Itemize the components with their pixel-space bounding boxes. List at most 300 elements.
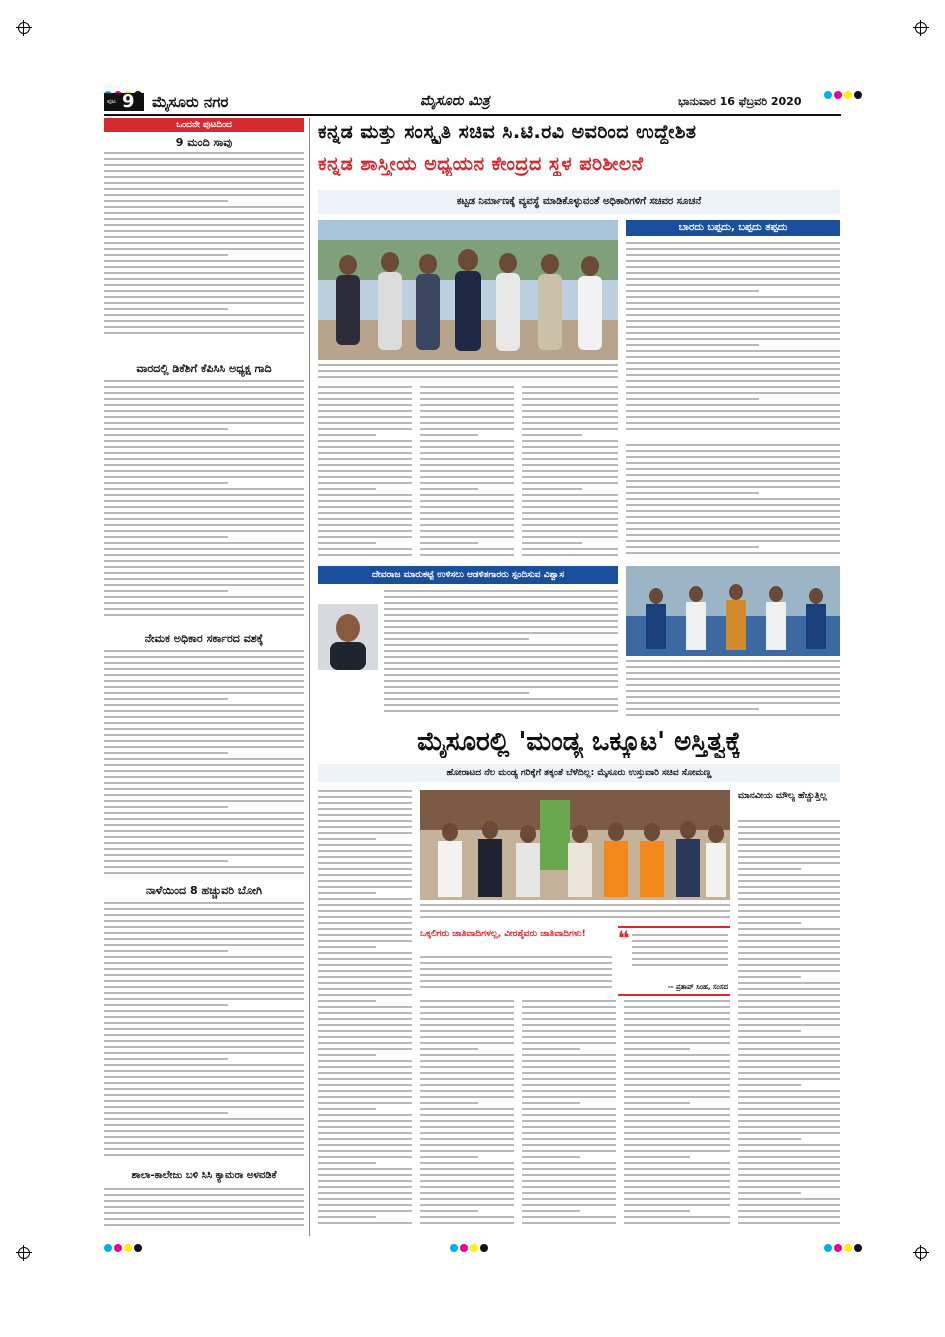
second-side-body	[738, 820, 840, 1232]
text-line	[104, 680, 304, 682]
text-line	[104, 614, 304, 616]
text-line	[318, 1030, 412, 1032]
text-line	[626, 714, 840, 716]
text-line	[104, 1022, 304, 1024]
text-line	[318, 958, 412, 960]
text-line	[626, 696, 840, 698]
text-line	[420, 518, 514, 520]
text-line	[522, 1036, 616, 1038]
text-line	[104, 818, 304, 820]
color-dot	[854, 91, 862, 99]
text-line	[738, 994, 840, 996]
text-line	[626, 260, 840, 262]
text-line	[738, 874, 840, 876]
text-line	[104, 722, 304, 724]
text-line	[626, 510, 840, 512]
text-line	[318, 808, 412, 810]
text-line	[318, 1072, 412, 1074]
text-line	[318, 832, 412, 834]
second-photo-caption	[420, 904, 730, 922]
lead-headline-1: ಕನ್ನಡ ಮತ್ತು ಸಂಸ್ಕೃತಿ ಸಚಿವ ಸಿ.ಟಿ.ರವಿ ಅವರಿಂದ ಉದ್ದೇಶಿತ	[318, 121, 697, 143]
text-line	[318, 1012, 412, 1014]
text-line	[522, 1120, 616, 1122]
text-line	[104, 986, 304, 988]
text-line	[624, 1012, 730, 1014]
text-line	[420, 398, 514, 400]
text-line	[104, 926, 304, 928]
text-line	[318, 1108, 376, 1110]
text-line	[624, 1210, 690, 1212]
text-line	[318, 524, 412, 526]
text-line	[738, 1216, 840, 1218]
text-line	[626, 254, 840, 256]
text-line	[104, 380, 304, 382]
text-line	[104, 272, 304, 274]
text-line	[420, 1012, 514, 1014]
text-line	[318, 470, 412, 472]
text-line	[420, 434, 478, 436]
text-line	[318, 982, 412, 984]
text-line	[420, 1132, 514, 1134]
text-line	[104, 476, 304, 478]
middle-story-title-text: ದೇವರಾಜ ಮಾರುಕಟ್ಟೆ ಉಳಿಸಲು ಆಡಳಿತಗಾರರು ಸ್ಪಂದಿಸುವ ವಿಶ್ವಾಸ	[372, 570, 564, 580]
text-line	[318, 1096, 412, 1098]
text-line	[738, 856, 840, 858]
text-line	[318, 398, 412, 400]
text-line	[420, 1210, 478, 1212]
text-line	[626, 242, 840, 244]
text-line	[738, 928, 840, 930]
text-line	[626, 474, 840, 476]
text-line	[624, 1042, 730, 1044]
text-line	[104, 194, 304, 196]
text-line	[420, 1192, 514, 1194]
text-line	[420, 1144, 514, 1146]
text-line	[104, 320, 304, 322]
text-line	[420, 440, 514, 442]
text-line	[318, 1210, 412, 1212]
text-line	[420, 986, 612, 988]
text-line	[522, 1060, 616, 1062]
text-line	[104, 806, 228, 808]
text-line	[420, 1006, 514, 1008]
text-line	[626, 540, 840, 542]
text-line	[420, 506, 514, 508]
text-line	[318, 1186, 412, 1188]
text-line	[420, 1030, 514, 1032]
text-line	[104, 506, 304, 508]
text-line	[104, 1188, 304, 1190]
text-line	[104, 452, 304, 454]
text-line	[632, 964, 728, 966]
text-line	[522, 1054, 616, 1056]
text-line	[738, 922, 801, 924]
text-line	[318, 1084, 412, 1086]
second-headline: ಮೈಸೂರಲ್ಲಿ 'ಮಂಡ್ಯ ಒಕ್ಕೂಟ' ಅಸ್ತಿತ್ವಕ್ಕೆ	[417, 727, 741, 757]
text-line	[318, 482, 412, 484]
text-line	[104, 254, 228, 256]
text-line	[104, 218, 304, 220]
text-line	[318, 1078, 412, 1080]
text-line	[318, 1216, 376, 1218]
text-line	[626, 468, 840, 470]
text-line	[522, 1096, 616, 1098]
text-line	[738, 1120, 840, 1122]
text-line	[384, 602, 618, 604]
text-line	[318, 434, 376, 436]
text-line	[104, 518, 304, 520]
text-line	[626, 528, 840, 530]
text-line	[104, 434, 304, 436]
text-line	[384, 704, 618, 706]
text-line	[624, 1000, 730, 1002]
text-line	[104, 1016, 304, 1018]
text-line	[522, 554, 618, 556]
text-line	[104, 242, 304, 244]
text-line	[104, 1010, 304, 1012]
text-line	[104, 746, 304, 748]
text-line	[420, 1126, 514, 1128]
story3-title: ನೇಮಕ ಅಧಿಕಾರ ಸರ್ಕಾರದ ವಶಕ್ಕೆ	[144, 632, 264, 645]
page-number-box	[104, 93, 144, 111]
text-line	[104, 578, 304, 580]
text-line	[738, 820, 840, 822]
text-line	[738, 1090, 840, 1092]
text-line	[104, 284, 304, 286]
color-dot	[450, 1244, 458, 1252]
text-line	[522, 1090, 616, 1092]
date: ಭಾನುವಾರ 16 ಫೆಬ್ರವರಿ 2020	[678, 95, 802, 108]
text-line	[104, 464, 304, 466]
text-line	[624, 1090, 730, 1092]
text-line	[738, 1156, 840, 1158]
story4-title: ನಾಳೆಯಿಂದ 8 ಹಚ್ಚುವರಿ ಬೋಗಿ	[145, 884, 263, 897]
text-line	[626, 398, 759, 400]
text-line	[624, 1204, 730, 1206]
text-line	[104, 290, 304, 292]
text-line	[738, 964, 840, 966]
middle-story-title	[318, 566, 618, 584]
text-line	[420, 536, 514, 538]
text-line	[104, 248, 304, 250]
text-line	[522, 1126, 616, 1128]
story2-title: ವಾರದಲ್ಲಿ ಡಿಕೆಶಿಗೆ ಕೆಪಿಸಿಸಿ ಅಧ್ಯಕ್ಷ ಗಾದಿ	[136, 362, 272, 375]
text-line	[318, 1174, 412, 1176]
text-line	[738, 1030, 801, 1032]
text-line	[420, 1156, 478, 1158]
text-line	[738, 1024, 840, 1026]
text-line	[318, 500, 412, 502]
text-line	[626, 338, 840, 340]
text-line	[104, 152, 304, 154]
text-line	[420, 980, 612, 982]
left-column	[104, 118, 304, 1236]
text-line	[632, 934, 728, 936]
text-line	[318, 1138, 412, 1140]
text-line	[104, 836, 304, 838]
text-line	[104, 728, 304, 730]
text-line	[104, 932, 304, 934]
text-line	[318, 1198, 412, 1200]
text-line	[624, 1180, 730, 1182]
text-line	[420, 1060, 514, 1062]
text-line	[104, 278, 304, 280]
text-line	[420, 476, 514, 478]
text-line	[626, 374, 840, 376]
text-line	[384, 680, 618, 682]
text-line	[104, 1224, 304, 1226]
text-line	[318, 1024, 412, 1026]
text-line	[104, 332, 304, 334]
text-line	[384, 620, 618, 622]
text-line	[738, 1000, 840, 1002]
text-line	[626, 534, 840, 536]
text-line	[624, 1156, 690, 1158]
text-line	[104, 980, 304, 982]
text-line	[318, 1042, 412, 1044]
text-line	[624, 1078, 730, 1080]
text-line	[738, 898, 840, 900]
text-line	[624, 1102, 690, 1104]
text-line	[738, 1198, 840, 1200]
text-line	[522, 476, 618, 478]
text-line	[318, 1102, 412, 1104]
text-line	[624, 1132, 730, 1134]
text-line	[104, 794, 304, 796]
text-line	[624, 1192, 730, 1194]
text-line	[104, 548, 304, 550]
lead-body-col1	[318, 386, 412, 562]
text-line	[318, 1126, 412, 1128]
text-line	[522, 386, 618, 388]
text-line	[738, 862, 840, 864]
text-line	[624, 1036, 730, 1038]
second-inner-title-text: ಒಕ್ಕಲಿಗರು ಜಾತಿವಾದಿಗಳಲ್ಲ, ವೀರಶೈವರು ಜಾತಿವಾದಿಗಳು!	[420, 929, 586, 939]
text-line	[420, 446, 514, 448]
text-line	[104, 596, 304, 598]
text-line	[522, 1216, 616, 1218]
text-line	[420, 1162, 514, 1164]
text-line	[522, 404, 618, 406]
text-line	[420, 1048, 478, 1050]
text-line	[420, 1078, 514, 1080]
text-line	[522, 524, 618, 526]
text-line	[420, 524, 514, 526]
text-line	[104, 950, 228, 952]
text-line	[104, 602, 304, 604]
text-line	[522, 440, 618, 442]
text-line	[522, 1084, 616, 1086]
text-line	[318, 892, 376, 894]
text-line	[318, 1060, 412, 1062]
color-dot	[470, 1244, 478, 1252]
text-line	[522, 1066, 616, 1068]
text-line	[420, 1114, 514, 1116]
text-line	[318, 910, 412, 912]
text-line	[626, 278, 840, 280]
text-line	[104, 206, 304, 208]
text-line	[738, 982, 840, 984]
text-line	[626, 450, 840, 452]
text-line	[420, 962, 612, 964]
text-line	[104, 698, 228, 700]
text-line	[738, 1108, 840, 1110]
text-line	[318, 1222, 412, 1224]
text-line	[738, 1012, 840, 1014]
text-line	[738, 1102, 840, 1104]
text-line	[318, 874, 412, 876]
text-line	[318, 796, 412, 798]
text-line	[104, 440, 304, 442]
text-line	[104, 200, 228, 202]
text-line	[522, 1210, 580, 1212]
text-line	[104, 530, 304, 532]
text-line	[318, 428, 412, 430]
text-line	[318, 994, 412, 996]
text-line	[104, 992, 304, 994]
text-line	[522, 1174, 616, 1176]
text-line	[738, 1078, 840, 1080]
text-line	[104, 212, 304, 214]
second-inner-title	[420, 928, 612, 940]
text-line	[522, 500, 618, 502]
color-dot	[460, 1244, 468, 1252]
text-line	[522, 1108, 616, 1110]
text-line	[104, 1064, 304, 1066]
text-line	[104, 164, 304, 166]
text-line	[318, 416, 412, 418]
registration-mark	[915, 22, 927, 34]
text-line	[626, 684, 840, 686]
text-line	[318, 1006, 412, 1008]
text-line	[104, 860, 228, 862]
text-line	[738, 952, 840, 954]
text-line	[626, 248, 840, 250]
text-line	[384, 692, 529, 694]
text-line	[626, 690, 840, 692]
second-subhead-text: ಹೋರಾಟದ ನೆಲ ಮಂಡ್ಯ ಗರಿಕ್ಕೆಗೆ ತಕ್ಕಂತೆ ಬೆಳೆದಿಲ್ಲ: ಮೈಸೂರು ಉಸ್ತುವಾರಿ ಸಚಿವ ಸೋಮಣ್ಣ	[446, 768, 712, 778]
text-line	[522, 1024, 616, 1026]
text-line	[104, 686, 304, 688]
color-dot	[824, 1244, 832, 1252]
right-photo	[626, 566, 840, 656]
text-line	[522, 1072, 616, 1074]
text-line	[104, 404, 304, 406]
text-line	[104, 1028, 304, 1030]
text-line	[626, 416, 840, 418]
text-line	[738, 904, 840, 906]
text-line	[420, 1222, 514, 1224]
text-line	[104, 962, 304, 964]
text-line	[104, 734, 304, 736]
text-line	[318, 1150, 412, 1152]
story3-body	[104, 650, 304, 882]
text-line	[384, 686, 618, 688]
text-line	[104, 998, 304, 1000]
text-line	[104, 494, 304, 496]
text-line	[522, 1162, 616, 1164]
text-line	[104, 1148, 304, 1150]
text-line	[318, 530, 412, 532]
text-line	[104, 1100, 304, 1102]
text-line	[420, 1018, 514, 1020]
text-line	[626, 266, 840, 268]
lead-side-box	[626, 220, 840, 440]
text-line	[318, 946, 376, 948]
text-line	[384, 644, 618, 646]
text-line	[318, 1066, 412, 1068]
text-line	[738, 1042, 840, 1044]
text-line	[738, 1048, 840, 1050]
text-line	[104, 668, 304, 670]
text-line	[318, 940, 412, 942]
text-line	[318, 1132, 412, 1134]
text-line	[318, 1048, 412, 1050]
text-line	[738, 880, 840, 882]
text-line	[632, 940, 728, 942]
text-line	[522, 1000, 616, 1002]
text-line	[104, 782, 304, 784]
text-line	[738, 976, 801, 978]
text-line	[104, 410, 304, 412]
text-line	[104, 938, 304, 940]
text-line	[626, 296, 840, 298]
text-line	[626, 516, 840, 518]
text-line	[522, 1186, 616, 1188]
text-line	[104, 416, 304, 418]
text-line	[318, 1054, 376, 1056]
text-line	[318, 988, 412, 990]
text-line	[384, 710, 618, 712]
text-line	[738, 1126, 840, 1128]
text-line	[624, 1150, 730, 1152]
text-line	[420, 1054, 514, 1056]
text-line	[104, 572, 304, 574]
text-line	[384, 614, 618, 616]
text-line	[420, 1072, 514, 1074]
second-body-col3	[522, 1000, 616, 1232]
text-line	[104, 398, 304, 400]
text-line	[624, 1216, 730, 1218]
text-line	[522, 1138, 616, 1140]
text-line	[420, 1150, 514, 1152]
text-line	[626, 702, 840, 704]
text-line	[522, 1204, 616, 1206]
text-line	[632, 946, 728, 948]
text-line	[420, 458, 514, 460]
text-line	[318, 542, 376, 544]
text-line	[522, 1042, 616, 1044]
text-line	[104, 1212, 304, 1214]
text-line	[318, 1168, 412, 1170]
text-line	[104, 158, 304, 160]
text-line	[104, 752, 228, 754]
text-line	[420, 1138, 514, 1140]
text-line	[420, 428, 514, 430]
text-line	[632, 958, 728, 960]
text-line	[104, 812, 304, 814]
text-line	[318, 916, 412, 918]
story5-body	[104, 1188, 304, 1234]
text-line	[318, 856, 412, 858]
text-line	[624, 1162, 730, 1164]
text-line	[626, 290, 759, 292]
text-line	[104, 1130, 304, 1132]
text-line	[384, 668, 618, 670]
text-line	[522, 452, 618, 454]
text-line	[104, 302, 304, 304]
text-line	[104, 674, 304, 676]
